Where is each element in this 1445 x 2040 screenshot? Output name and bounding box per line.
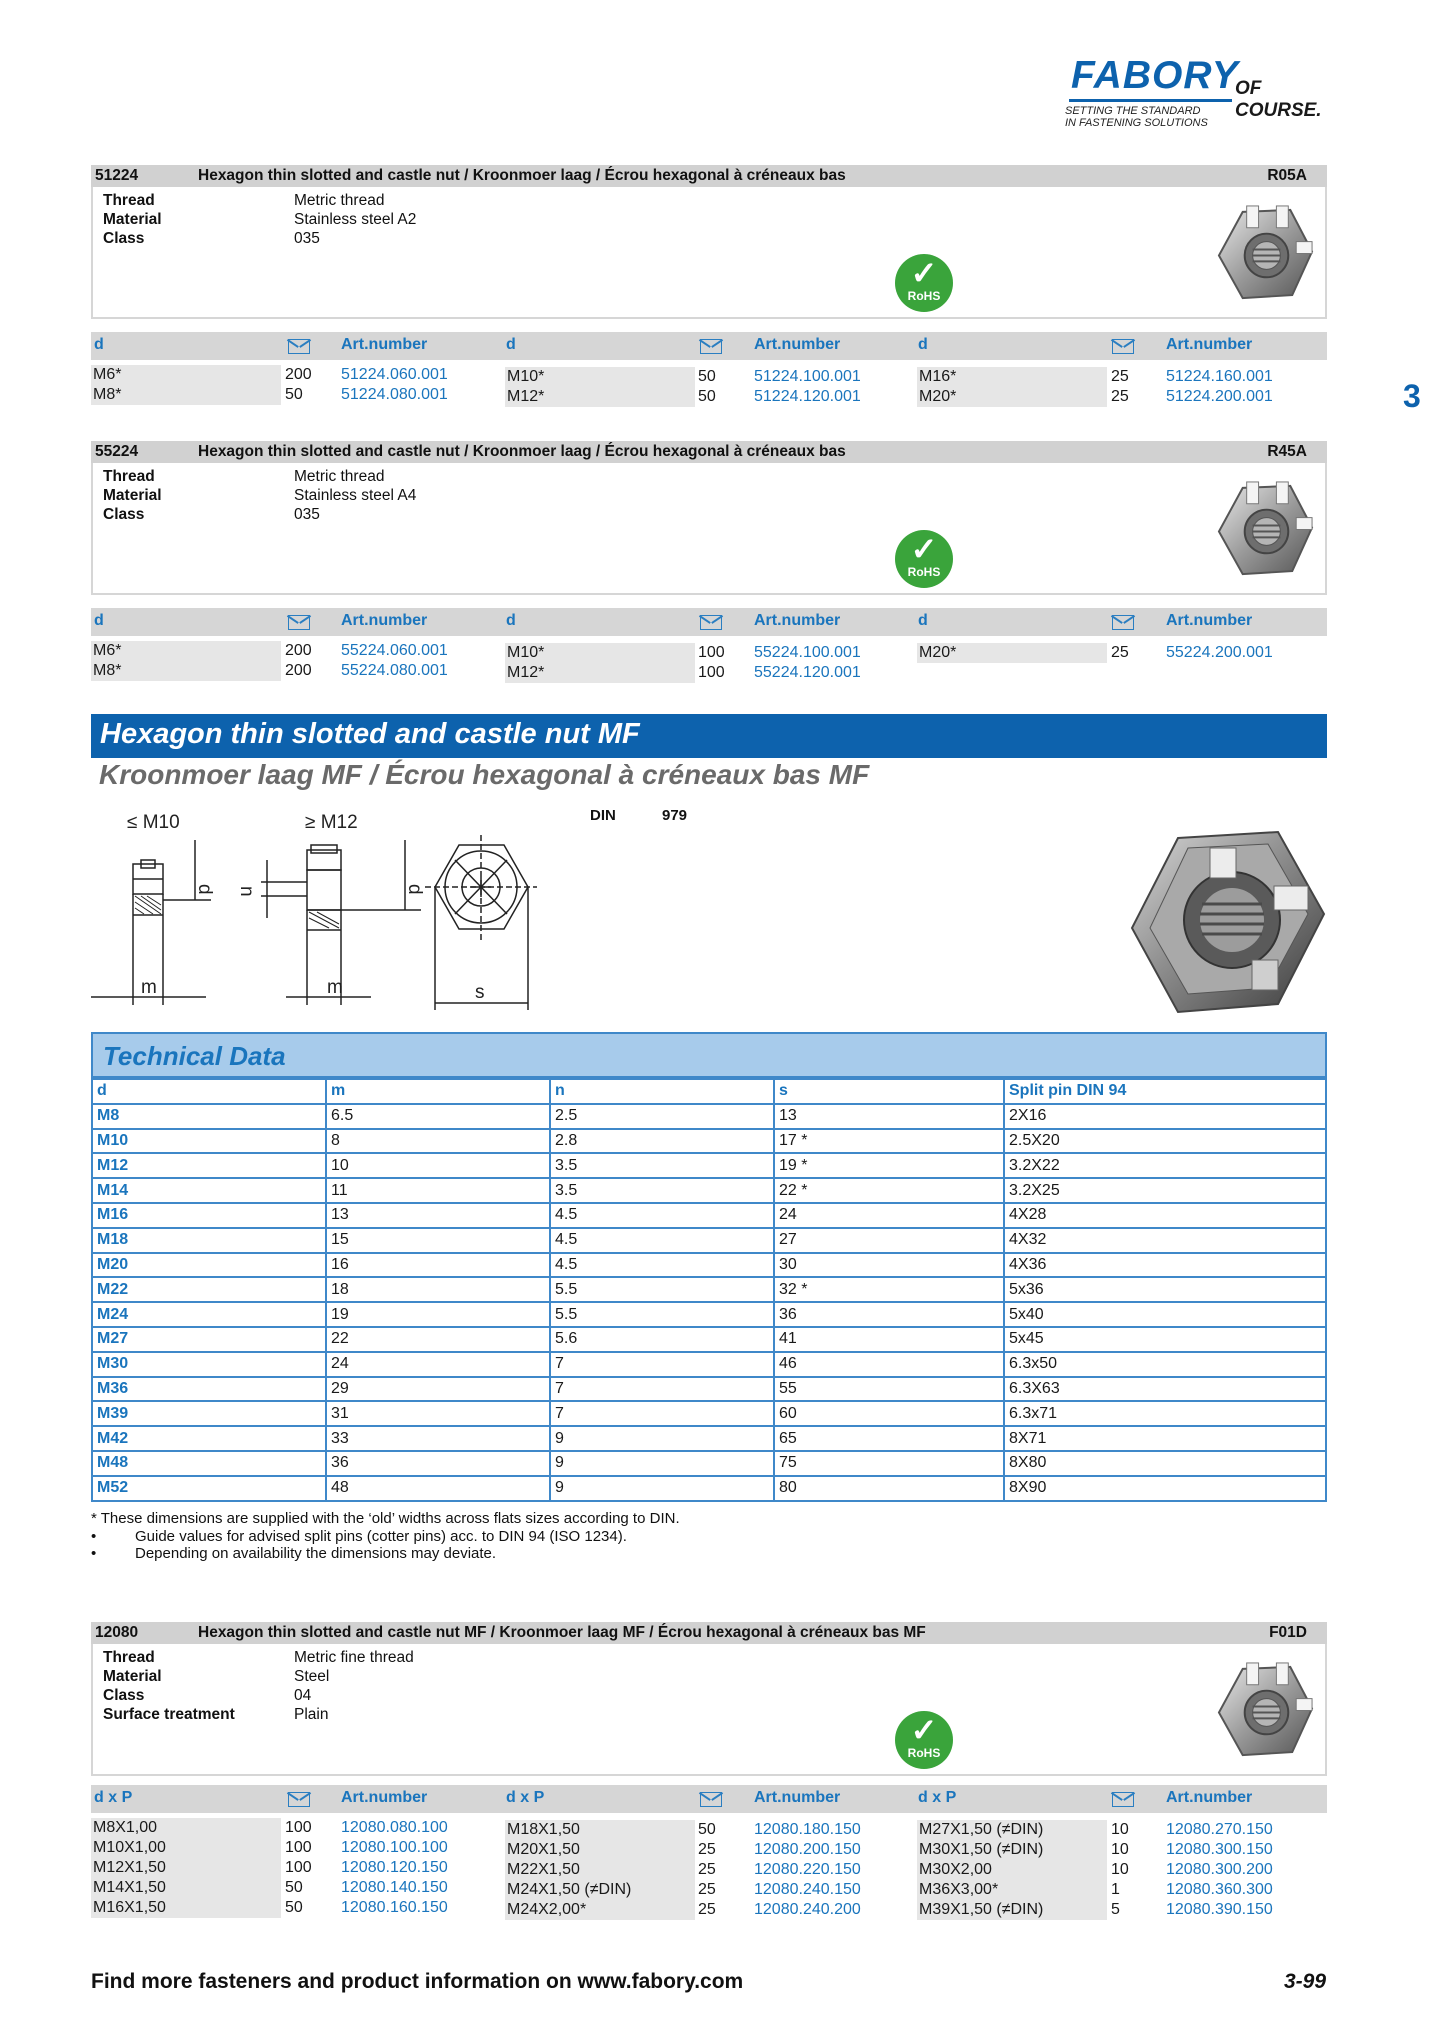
qty-cell: 100 bbox=[285, 1819, 312, 1836]
table-row: M39 31 7 60 6.3x71 bbox=[92, 1401, 1326, 1426]
size-cell: M12* bbox=[505, 387, 695, 407]
prop-label: Class bbox=[103, 230, 145, 247]
prop-value: 035 bbox=[294, 230, 320, 247]
size-cell: M10* bbox=[505, 367, 695, 387]
qty-cell: 50 bbox=[698, 368, 716, 385]
package-quantity-icon bbox=[700, 615, 722, 630]
prop-label: Surface treatment bbox=[103, 1706, 235, 1723]
fabory-logo bbox=[1063, 54, 1353, 134]
product-info-box bbox=[91, 463, 1327, 595]
size-cell: M14X1,50 bbox=[91, 1878, 281, 1898]
product-title: Hexagon thin slotted and castle nut / Kroonmoer laag / Écrou hexagonal à créneaux bas bbox=[198, 167, 846, 184]
prop-label: Class bbox=[103, 506, 145, 523]
article-number-link[interactable]: 51224.120.001 bbox=[754, 388, 861, 405]
qty-cell: 100 bbox=[698, 664, 725, 681]
note-bullet: • Depending on availability the dimensions may deviate. bbox=[91, 1545, 680, 1563]
article-number-link[interactable]: 12080.120.150 bbox=[341, 1859, 448, 1876]
article-number-link[interactable]: 51224.060.001 bbox=[341, 366, 448, 383]
logo-tagline: SETTING THE STANDARD IN FASTENING SOLUTIONS bbox=[1065, 105, 1208, 129]
qty-cell: 10 bbox=[1111, 1861, 1129, 1878]
table-row: M52 48 9 80 8X90 bbox=[92, 1476, 1326, 1501]
table-header-row bbox=[92, 1079, 1326, 1104]
nut-thumbnail-image bbox=[1213, 477, 1318, 582]
size-cell: M8* bbox=[91, 661, 281, 681]
table-row: M20 16 4.5 30 4X36 bbox=[92, 1253, 1326, 1278]
dimension-s-label: s bbox=[475, 982, 485, 1003]
drawing-label-ge: ≥ M12 bbox=[305, 812, 358, 833]
prop-value: Stainless steel A2 bbox=[294, 211, 417, 228]
standard-label: DIN bbox=[590, 807, 616, 824]
package-quantity-icon bbox=[700, 339, 722, 354]
package-quantity-icon bbox=[1112, 1792, 1134, 1807]
qty-cell: 10 bbox=[1111, 1821, 1129, 1838]
article-number-link[interactable]: 55224.100.001 bbox=[754, 644, 861, 661]
qty-cell: 25 bbox=[698, 1901, 716, 1918]
qty-cell: 25 bbox=[698, 1841, 716, 1858]
product-block-55224 bbox=[91, 441, 1327, 681]
technical-data-title: Technical Data bbox=[103, 1041, 286, 1071]
chapter-marker: 3 bbox=[1403, 378, 1421, 414]
article-number-link[interactable]: 51224.200.001 bbox=[1166, 388, 1273, 405]
prop-value: Plain bbox=[294, 1706, 329, 1723]
footer-text: Find more fasteners and product information on www.fabory.com bbox=[91, 1970, 744, 1993]
castle-nut-product-image bbox=[1128, 828, 1328, 1018]
table-row: M30 24 7 46 6.3x50 bbox=[92, 1352, 1326, 1377]
article-number-link[interactable]: 12080.200.150 bbox=[754, 1841, 861, 1858]
size-cell: M39X1,50 (≠DIN) bbox=[917, 1900, 1107, 1920]
prop-value: Metric fine thread bbox=[294, 1649, 414, 1666]
prop-label: Material bbox=[103, 1668, 162, 1685]
column-header: s bbox=[774, 1079, 1004, 1104]
article-number-link[interactable]: 12080.080.100 bbox=[341, 1819, 448, 1836]
qty-cell: 1 bbox=[1111, 1881, 1120, 1898]
table-row: M18 15 4.5 27 4X32 bbox=[92, 1228, 1326, 1253]
article-number-link[interactable]: 12080.140.150 bbox=[341, 1879, 448, 1896]
size-cell: M16X1,50 bbox=[91, 1898, 281, 1918]
article-number-link[interactable]: 12080.270.150 bbox=[1166, 1821, 1273, 1838]
qty-cell: 200 bbox=[285, 662, 312, 679]
prop-value: 035 bbox=[294, 506, 320, 523]
size-cell: M20X1,50 bbox=[505, 1840, 695, 1860]
product-block-12080 bbox=[91, 1622, 1327, 1932]
checkmark-icon: ✓ bbox=[910, 531, 938, 567]
prop-label: Thread bbox=[103, 468, 155, 485]
size-cell: M12* bbox=[505, 663, 695, 683]
package-quantity-icon bbox=[288, 339, 310, 354]
product-code: 12080 bbox=[95, 1624, 139, 1641]
table-row: M14 11 3.5 22 * 3.2X25 bbox=[92, 1178, 1326, 1203]
qty-cell: 5 bbox=[1111, 1901, 1120, 1918]
section-title-banner bbox=[91, 714, 1327, 758]
column-header: m bbox=[326, 1079, 550, 1104]
rohs-badge: ✓ RoHS bbox=[895, 254, 953, 312]
product-header bbox=[91, 441, 1327, 463]
table-row: M8 6.5 2.5 13 2X16 bbox=[92, 1104, 1326, 1129]
package-quantity-icon bbox=[288, 615, 310, 630]
article-table-header: d Art.number d Art.number d Art.number bbox=[91, 332, 1327, 360]
table-row: M48 36 9 75 8X80 bbox=[92, 1451, 1326, 1476]
table-row: M10 8 2.8 17 * 2.5X20 bbox=[92, 1129, 1326, 1154]
product-ref: R05A bbox=[1267, 167, 1307, 184]
logo-slogan: OF COURSE. bbox=[1235, 78, 1322, 121]
product-info-box bbox=[91, 187, 1327, 319]
table-row: M42 33 9 65 8X71 bbox=[92, 1426, 1326, 1451]
note-bullet: • Guide values for advised split pins (cotter pins) acc. to DIN 94 (ISO 1234). bbox=[91, 1528, 680, 1546]
product-header bbox=[91, 165, 1327, 187]
table-row: M16 13 4.5 24 4X28 bbox=[92, 1203, 1326, 1228]
prop-value: Metric thread bbox=[294, 192, 385, 209]
prop-label: Class bbox=[103, 1687, 145, 1704]
article-number-link[interactable]: 12080.100.100 bbox=[341, 1839, 448, 1856]
size-cell: M24X2,00* bbox=[505, 1900, 695, 1920]
dimension-m-label: m bbox=[141, 977, 157, 998]
package-quantity-icon bbox=[1112, 339, 1134, 354]
table-row: M24 19 5.5 36 5x40 bbox=[92, 1302, 1326, 1327]
column-header: Split pin DIN 94 bbox=[1004, 1079, 1326, 1104]
technical-data-header bbox=[91, 1032, 1327, 1078]
page-number: 3-99 bbox=[1284, 1970, 1327, 1993]
qty-cell: 10 bbox=[1111, 1841, 1129, 1858]
product-title: Hexagon thin slotted and castle nut MF / Kroonmoer laag MF / Écrou hexagonal à créneaux bas MF bbox=[198, 1624, 926, 1641]
article-number-link[interactable]: 51224.160.001 bbox=[1166, 368, 1273, 385]
checkmark-icon: ✓ bbox=[910, 255, 938, 291]
size-cell: M30X1,50 (≠DIN) bbox=[917, 1840, 1107, 1860]
size-cell: M16* bbox=[917, 367, 1107, 387]
product-info-box bbox=[91, 1644, 1327, 1776]
section-subtitle: Kroonmoer laag MF / Écrou hexagonal à créneaux bas MF bbox=[99, 759, 870, 790]
article-number-link[interactable]: 55224.060.001 bbox=[341, 642, 448, 659]
size-cell: M24X1,50 (≠DIN) bbox=[505, 1880, 695, 1900]
qty-cell: 25 bbox=[698, 1881, 716, 1898]
qty-cell: 50 bbox=[698, 1821, 716, 1838]
article-table-header: d x P Art.number d x P Art.number d x P Art.number bbox=[91, 1785, 1327, 1813]
drawing-label-le: ≤ M10 bbox=[127, 812, 180, 833]
article-number-link[interactable]: 55224.120.001 bbox=[754, 664, 861, 681]
dimension-m-label: m bbox=[327, 977, 343, 998]
article-number-link[interactable]: 12080.300.200 bbox=[1166, 1861, 1273, 1878]
qty-cell: 50 bbox=[698, 388, 716, 405]
column-header: d bbox=[92, 1079, 326, 1104]
product-code: 51224 bbox=[95, 167, 139, 184]
qty-cell: 25 bbox=[1111, 644, 1129, 661]
size-cell: M8* bbox=[91, 385, 281, 405]
article-number-link[interactable]: 12080.240.150 bbox=[754, 1881, 861, 1898]
size-cell: M6* bbox=[91, 641, 281, 661]
size-cell: M27X1,50 (≠DIN) bbox=[917, 1820, 1107, 1840]
product-ref: F01D bbox=[1269, 1624, 1307, 1641]
size-cell: M22X1,50 bbox=[505, 1860, 695, 1880]
article-number-link[interactable]: 12080.360.300 bbox=[1166, 1881, 1273, 1898]
qty-cell: 200 bbox=[285, 642, 312, 659]
prop-value: Metric thread bbox=[294, 468, 385, 485]
logo-brand: FABORY bbox=[1071, 54, 1239, 97]
size-cell: M12X1,50 bbox=[91, 1858, 281, 1878]
rohs-badge: ✓ RoHS bbox=[895, 530, 953, 588]
dimension-d-label: d bbox=[404, 884, 425, 895]
article-number-link[interactable]: 12080.300.150 bbox=[1166, 1841, 1273, 1858]
size-cell: M36X3,00* bbox=[917, 1880, 1107, 1900]
product-title: Hexagon thin slotted and castle nut / Kroonmoer laag / Écrou hexagonal à créneaux bas bbox=[198, 443, 846, 460]
size-cell: M20* bbox=[917, 387, 1107, 407]
size-cell: M20* bbox=[917, 643, 1107, 663]
prop-value: 04 bbox=[294, 1687, 312, 1704]
article-number-link[interactable]: 51224.100.001 bbox=[754, 368, 861, 385]
note-star: * These dimensions are supplied with the ‘old’ widths across flats sizes according to DIN. bbox=[91, 1510, 680, 1527]
prop-label: Thread bbox=[103, 1649, 155, 1666]
dimension-drawing bbox=[91, 800, 571, 1020]
product-block-51224 bbox=[91, 165, 1327, 405]
logo-underline bbox=[1069, 99, 1232, 102]
qty-cell: 100 bbox=[698, 644, 725, 661]
qty-cell: 25 bbox=[1111, 368, 1129, 385]
size-cell: M8X1,00 bbox=[91, 1818, 281, 1838]
dimension-d-label: d bbox=[194, 884, 215, 895]
qty-cell: 25 bbox=[698, 1861, 716, 1878]
table-row: M36 29 7 55 6.3X63 bbox=[92, 1377, 1326, 1402]
prop-value: Steel bbox=[294, 1668, 330, 1685]
table-row: M22 18 5.5 32 * 5x36 bbox=[92, 1277, 1326, 1302]
article-table-header: d Art.number d Art.number d Art.number bbox=[91, 608, 1327, 636]
prop-label: Thread bbox=[103, 192, 155, 209]
nut-thumbnail-image bbox=[1213, 201, 1318, 306]
package-quantity-icon bbox=[1112, 615, 1134, 630]
notes bbox=[91, 1510, 680, 1563]
article-number-link[interactable]: 12080.180.150 bbox=[754, 1821, 861, 1838]
article-number-link[interactable]: 55224.200.001 bbox=[1166, 644, 1273, 661]
checkmark-icon: ✓ bbox=[910, 1712, 938, 1748]
article-number-link[interactable]: 12080.240.200 bbox=[754, 1901, 861, 1918]
article-number-link[interactable]: 51224.080.001 bbox=[341, 386, 448, 403]
package-quantity-icon bbox=[700, 1792, 722, 1807]
product-code: 55224 bbox=[95, 443, 139, 460]
table-row: M12 10 3.5 19 * 3.2X22 bbox=[92, 1153, 1326, 1178]
column-header: n bbox=[550, 1079, 774, 1104]
article-number-link[interactable]: 12080.160.150 bbox=[341, 1899, 448, 1916]
product-ref: R45A bbox=[1267, 443, 1307, 460]
qty-cell: 50 bbox=[285, 1879, 303, 1896]
qty-cell: 50 bbox=[285, 1899, 303, 1916]
package-quantity-icon bbox=[288, 1792, 310, 1807]
prop-label: Material bbox=[103, 211, 162, 228]
qty-cell: 50 bbox=[285, 386, 303, 403]
prop-value: Stainless steel A4 bbox=[294, 487, 417, 504]
technical-data-table bbox=[91, 1078, 1327, 1502]
size-cell: M18X1,50 bbox=[505, 1820, 695, 1840]
standard-value: 979 bbox=[662, 807, 688, 824]
table-row: M27 22 5.6 41 5x45 bbox=[92, 1327, 1326, 1352]
size-cell: M10X1,00 bbox=[91, 1838, 281, 1858]
prop-label: Material bbox=[103, 487, 162, 504]
dimension-n-label: n bbox=[236, 886, 257, 897]
rohs-badge: ✓ RoHS bbox=[895, 1711, 953, 1769]
product-header bbox=[91, 1622, 1327, 1644]
article-number-link[interactable]: 12080.220.150 bbox=[754, 1861, 861, 1878]
size-cell: M30X2,00 bbox=[917, 1860, 1107, 1880]
size-cell: M6* bbox=[91, 365, 281, 385]
nut-thumbnail-image bbox=[1213, 1658, 1318, 1763]
qty-cell: 100 bbox=[285, 1839, 312, 1856]
article-number-link[interactable]: 12080.390.150 bbox=[1166, 1901, 1273, 1918]
article-number-link[interactable]: 55224.080.001 bbox=[341, 662, 448, 679]
section-title: Hexagon thin slotted and castle nut MF bbox=[100, 718, 640, 750]
qty-cell: 25 bbox=[1111, 388, 1129, 405]
qty-cell: 100 bbox=[285, 1859, 312, 1876]
qty-cell: 200 bbox=[285, 366, 312, 383]
size-cell: M10* bbox=[505, 643, 695, 663]
